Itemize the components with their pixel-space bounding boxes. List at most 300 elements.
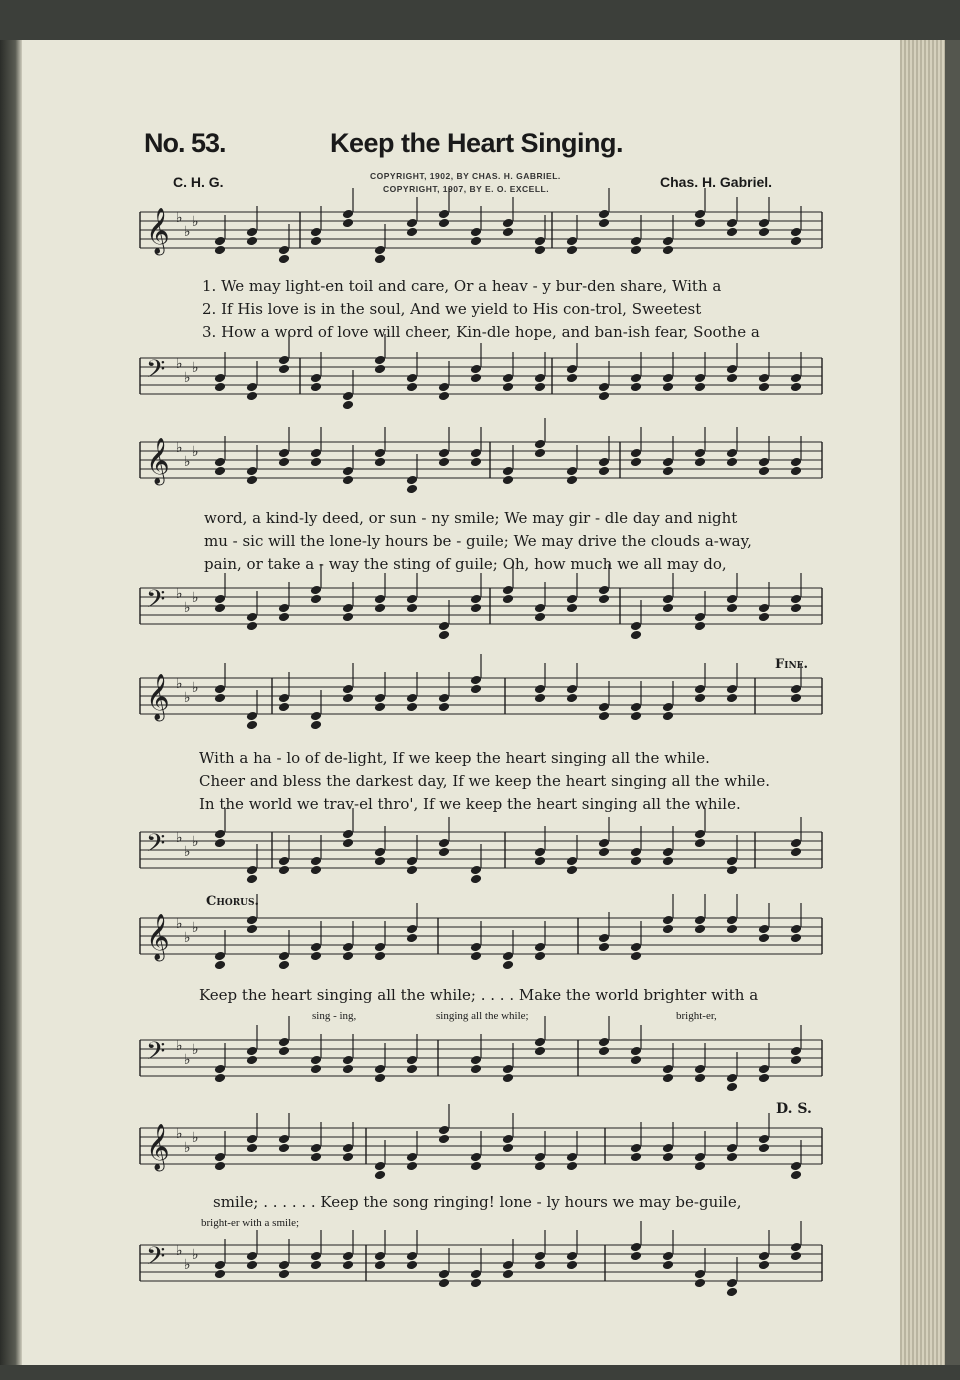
treble-clef: 𝄞 — [146, 438, 170, 484]
note-head — [598, 466, 610, 477]
note-head — [310, 1260, 322, 1271]
note-head — [694, 373, 706, 384]
note-head — [214, 236, 226, 247]
note-head — [374, 448, 386, 459]
note-head — [310, 236, 322, 247]
note-head — [470, 1161, 482, 1172]
note-head — [310, 942, 322, 953]
note-head — [502, 594, 514, 605]
note-head — [630, 847, 642, 858]
note-head — [790, 693, 802, 704]
note-head — [598, 209, 610, 220]
note-head — [214, 1064, 226, 1075]
note-head — [246, 865, 258, 876]
note-head — [694, 838, 706, 849]
note-head — [246, 227, 258, 238]
note-head — [534, 612, 546, 623]
note-head — [630, 1242, 642, 1253]
note-head — [246, 612, 258, 623]
note-head — [630, 630, 642, 641]
note-head — [406, 924, 418, 935]
note-head — [342, 1251, 354, 1262]
note-head — [566, 603, 578, 614]
note-head — [726, 1152, 738, 1163]
note-head — [278, 951, 290, 962]
lyric-line: Keep the heart singing all the while; . . . . Make the world brighter with a — [199, 986, 759, 1004]
note-head — [502, 373, 514, 384]
note-head — [694, 924, 706, 935]
bass-clef: 𝄢 — [146, 355, 166, 390]
note-head — [726, 1143, 738, 1154]
note-head — [630, 448, 642, 459]
note-head — [342, 475, 354, 486]
note-head — [342, 1260, 354, 1271]
note-head — [374, 847, 386, 858]
note-head — [374, 1260, 386, 1271]
note-head — [246, 1251, 258, 1262]
note-head — [726, 693, 738, 704]
note-head — [342, 838, 354, 849]
note-head — [374, 1161, 386, 1172]
note-head — [438, 1134, 450, 1145]
note-head — [374, 856, 386, 867]
note-head — [598, 594, 610, 605]
note-head — [662, 373, 674, 384]
note-head — [790, 838, 802, 849]
note-head — [502, 960, 514, 971]
note-head — [406, 702, 418, 713]
note-head — [630, 1152, 642, 1163]
note-head — [630, 942, 642, 953]
note-head — [438, 1269, 450, 1280]
note-head — [790, 924, 802, 935]
note-head — [406, 382, 418, 393]
hymn-title: Keep the Heart Singing. — [330, 128, 624, 158]
note-head — [534, 382, 546, 393]
note-head — [534, 236, 546, 247]
note-head — [278, 254, 290, 265]
note-head — [278, 1037, 290, 1048]
note-head — [406, 475, 418, 486]
note-head — [694, 621, 706, 632]
note-head — [598, 457, 610, 468]
note-head — [502, 475, 514, 486]
note-head — [310, 865, 322, 876]
note-head — [310, 1251, 322, 1262]
note-head — [662, 457, 674, 468]
note-head — [598, 1037, 610, 1048]
note-head — [790, 684, 802, 695]
note-head — [214, 466, 226, 477]
fine-marking: Fine. — [775, 657, 809, 672]
note-head — [374, 254, 386, 265]
note-head — [278, 245, 290, 256]
note-head — [470, 364, 482, 375]
note-head — [406, 1161, 418, 1172]
note-head — [278, 865, 290, 876]
note-head — [438, 847, 450, 858]
note-head — [630, 1055, 642, 1066]
note-head — [566, 1251, 578, 1262]
flat-sign: ♭ — [192, 1247, 199, 1263]
note-head — [310, 457, 322, 468]
flat-sign: ♭ — [176, 676, 183, 692]
note-head — [758, 612, 770, 623]
note-head — [502, 1073, 514, 1084]
note-head — [502, 951, 514, 962]
note-head — [662, 1143, 674, 1154]
note-head — [758, 1073, 770, 1084]
note-head — [406, 1152, 418, 1163]
note-head — [342, 466, 354, 477]
note-head — [630, 1046, 642, 1057]
note-head — [662, 594, 674, 605]
note-head — [374, 245, 386, 256]
note-head — [790, 1251, 802, 1262]
note-head — [214, 382, 226, 393]
note-head — [790, 227, 802, 238]
note-head — [758, 218, 770, 229]
note-head — [630, 1143, 642, 1154]
note-head — [246, 1134, 258, 1145]
flat-sign: ♭ — [184, 370, 191, 386]
note-head — [278, 612, 290, 623]
note-head — [694, 1152, 706, 1163]
note-head — [374, 1170, 386, 1181]
note-head — [246, 466, 258, 477]
copyright-line-2: COPYRIGHT, 1907, BY E. O. EXCELL. — [383, 184, 550, 194]
note-head — [214, 960, 226, 971]
note-head — [566, 1161, 578, 1172]
note-head — [758, 466, 770, 477]
note-head — [726, 218, 738, 229]
note-head — [790, 382, 802, 393]
note-head — [470, 227, 482, 238]
note-head — [342, 942, 354, 953]
flat-sign: ♭ — [184, 1052, 191, 1068]
note-head — [438, 448, 450, 459]
bass-clef: 𝄢 — [146, 585, 166, 620]
note-head — [310, 594, 322, 605]
note-head — [406, 1251, 418, 1262]
note-head — [790, 1046, 802, 1057]
note-head — [566, 1260, 578, 1271]
flat-sign: ♭ — [184, 1140, 191, 1156]
note-head — [694, 684, 706, 695]
note-head — [310, 951, 322, 962]
note-head — [438, 630, 450, 641]
note-head — [534, 1046, 546, 1057]
flat-sign: ♭ — [192, 214, 199, 230]
note-head — [470, 373, 482, 384]
note-head — [246, 711, 258, 722]
note-head — [758, 924, 770, 935]
note-head — [726, 924, 738, 935]
note-head — [246, 475, 258, 486]
note-head — [790, 236, 802, 247]
note-head — [566, 693, 578, 704]
note-head — [470, 236, 482, 247]
note-head — [662, 924, 674, 935]
note-head — [758, 1064, 770, 1075]
flat-sign: ♭ — [192, 920, 199, 936]
note-head — [214, 1269, 226, 1280]
note-head — [566, 1152, 578, 1163]
note-head — [406, 603, 418, 614]
note-head — [790, 1161, 802, 1172]
lyric-line: In the world we trav-el thro', If we keep the heart singing all the while. — [199, 795, 741, 813]
note-head — [598, 391, 610, 402]
flat-sign: ♭ — [184, 454, 191, 470]
note-head — [278, 1134, 290, 1145]
bass-clef: 𝄢 — [146, 829, 166, 864]
note-head — [310, 720, 322, 731]
note-head — [502, 1260, 514, 1271]
flat-sign: ♭ — [184, 224, 191, 240]
note-head — [406, 594, 418, 605]
note-head — [310, 1064, 322, 1075]
note-head — [374, 355, 386, 366]
note-head — [374, 942, 386, 953]
note-head — [566, 466, 578, 477]
note-head — [758, 457, 770, 468]
note-head — [694, 915, 706, 926]
note-head — [246, 621, 258, 632]
note-head — [598, 942, 610, 953]
note-head — [662, 711, 674, 722]
note-head — [214, 1152, 226, 1163]
flat-sign: ♭ — [192, 590, 199, 606]
note-head — [630, 457, 642, 468]
note-head — [598, 1046, 610, 1057]
note-head — [278, 448, 290, 459]
note-head — [214, 1073, 226, 1084]
treble-clef: 𝄞 — [146, 914, 170, 960]
note-head — [278, 1046, 290, 1057]
note-head — [406, 933, 418, 944]
note-head — [630, 856, 642, 867]
note-head — [726, 865, 738, 876]
note-head — [694, 693, 706, 704]
note-head — [278, 693, 290, 704]
lyric-line: Cheer and bless the darkest day, If we keep the heart singing all the while. — [199, 772, 771, 790]
note-head — [278, 1269, 290, 1280]
treble-clef: 𝄞 — [146, 1124, 170, 1170]
note-head — [662, 847, 674, 858]
note-head — [662, 466, 674, 477]
note-head — [470, 1152, 482, 1163]
note-head — [246, 915, 258, 926]
flat-sign: ♭ — [184, 930, 191, 946]
flat-sign: ♭ — [176, 210, 183, 226]
note-head — [790, 466, 802, 477]
note-head — [662, 856, 674, 867]
flat-sign: ♭ — [192, 834, 199, 850]
note-head — [278, 1260, 290, 1271]
lyric-line: mu - sic will the lone-ly hours be - guile; We may drive the clouds a-way, — [204, 532, 752, 550]
note-head — [438, 382, 450, 393]
lyric-line: 1. We may light-en toil and care, Or a heav - y bur-den share, With a — [202, 277, 722, 295]
note-head — [758, 227, 770, 238]
note-head — [790, 603, 802, 614]
lyric-line: 2. If His love is in the soul, And we yield to His con-trol, Sweetest — [202, 300, 702, 318]
note-head — [598, 702, 610, 713]
note-head — [630, 711, 642, 722]
note-head — [214, 457, 226, 468]
lyric-line: 3. How a word of love will cheer, Kin-dle hope, and ban-ish fear, Soothe a — [202, 323, 760, 341]
note-head — [726, 227, 738, 238]
note-head — [758, 1134, 770, 1145]
note-head — [246, 874, 258, 885]
note-head — [470, 874, 482, 885]
note-head — [502, 466, 514, 477]
note-head — [598, 711, 610, 722]
note-head — [534, 1251, 546, 1262]
note-head — [598, 585, 610, 596]
note-head — [630, 951, 642, 962]
note-head — [310, 1055, 322, 1066]
note-head — [406, 227, 418, 238]
note-head — [470, 684, 482, 695]
note-head — [662, 236, 674, 247]
note-head — [342, 603, 354, 614]
note-head — [374, 594, 386, 605]
hymn-number: No. 53. — [144, 128, 226, 158]
lyric-line: With a ha - lo of de-light, If we keep the heart singing all the while. — [199, 749, 710, 767]
flat-sign: ♭ — [176, 1038, 183, 1054]
note-head — [662, 915, 674, 926]
note-head — [246, 391, 258, 402]
note-head — [662, 382, 674, 393]
note-head — [662, 1251, 674, 1262]
note-head — [758, 603, 770, 614]
note-head — [534, 942, 546, 953]
note-head — [694, 829, 706, 840]
note-head — [694, 1064, 706, 1075]
note-head — [790, 1055, 802, 1066]
note-head — [246, 720, 258, 731]
note-head — [566, 684, 578, 695]
bass-word: singing all the while; — [436, 1010, 529, 1022]
note-head — [438, 218, 450, 229]
note-head — [630, 382, 642, 393]
note-head — [758, 1251, 770, 1262]
note-head — [406, 856, 418, 867]
flat-sign: ♭ — [192, 680, 199, 696]
note-head — [310, 448, 322, 459]
note-head — [342, 693, 354, 704]
note-head — [310, 585, 322, 596]
note-head — [694, 1073, 706, 1084]
chorus-marking: Chorus. — [206, 894, 260, 909]
note-head — [342, 218, 354, 229]
bass-word: bright-er, — [676, 1010, 717, 1022]
note-head — [726, 448, 738, 459]
note-head — [470, 1269, 482, 1280]
note-head — [406, 865, 418, 876]
note-head — [790, 847, 802, 858]
note-head — [278, 1143, 290, 1154]
note-head — [790, 457, 802, 468]
note-head — [662, 603, 674, 614]
note-head — [342, 1064, 354, 1075]
note-head — [534, 603, 546, 614]
note-head — [566, 373, 578, 384]
note-head — [246, 236, 258, 247]
note-head — [246, 1260, 258, 1271]
note-head — [726, 364, 738, 375]
note-head — [630, 373, 642, 384]
note-head — [758, 1143, 770, 1154]
note-head — [374, 457, 386, 468]
note-head — [374, 1064, 386, 1075]
note-head — [534, 1161, 546, 1172]
note-head — [662, 1260, 674, 1271]
note-head — [214, 603, 226, 614]
note-head — [374, 951, 386, 962]
note-head — [630, 245, 642, 256]
lyric-line: pain, or take a - way the sting of guile; Oh, how much we all may do, — [204, 555, 727, 573]
note-head — [662, 1152, 674, 1163]
note-head — [310, 227, 322, 238]
flat-sign: ♭ — [176, 356, 183, 372]
note-head — [534, 439, 546, 450]
note-head — [694, 1278, 706, 1289]
note-head — [758, 382, 770, 393]
bass-clef: 𝄢 — [146, 1242, 166, 1277]
note-head — [534, 847, 546, 858]
flat-sign: ♭ — [176, 440, 183, 456]
note-head — [662, 702, 674, 713]
note-head — [566, 475, 578, 486]
note-head — [566, 856, 578, 867]
flat-sign: ♭ — [192, 1130, 199, 1146]
note-head — [662, 1064, 674, 1075]
note-head — [694, 448, 706, 459]
note-head — [438, 621, 450, 632]
note-head — [726, 1082, 738, 1093]
note-head — [534, 373, 546, 384]
note-head — [694, 218, 706, 229]
note-head — [694, 382, 706, 393]
note-head — [438, 391, 450, 402]
note-head — [566, 364, 578, 375]
note-head — [470, 951, 482, 962]
note-head — [534, 684, 546, 695]
note-head — [726, 594, 738, 605]
note-head — [630, 1251, 642, 1262]
note-head — [534, 1152, 546, 1163]
bass-word: sing - ing, — [312, 1010, 357, 1022]
note-head — [790, 1170, 802, 1181]
note-head — [502, 585, 514, 596]
lyric-line: word, a kind-ly deed, or sun - ny smile; We may gir - dle day and night — [204, 509, 738, 527]
note-head — [214, 1260, 226, 1271]
note-head — [214, 829, 226, 840]
note-head — [566, 865, 578, 876]
note-head — [278, 364, 290, 375]
note-head — [214, 373, 226, 384]
note-head — [790, 594, 802, 605]
flat-sign: ♭ — [176, 916, 183, 932]
note-head — [566, 594, 578, 605]
note-head — [438, 457, 450, 468]
note-head — [406, 373, 418, 384]
note-head — [374, 603, 386, 614]
note-head — [598, 382, 610, 393]
note-head — [566, 236, 578, 247]
note-head — [534, 245, 546, 256]
